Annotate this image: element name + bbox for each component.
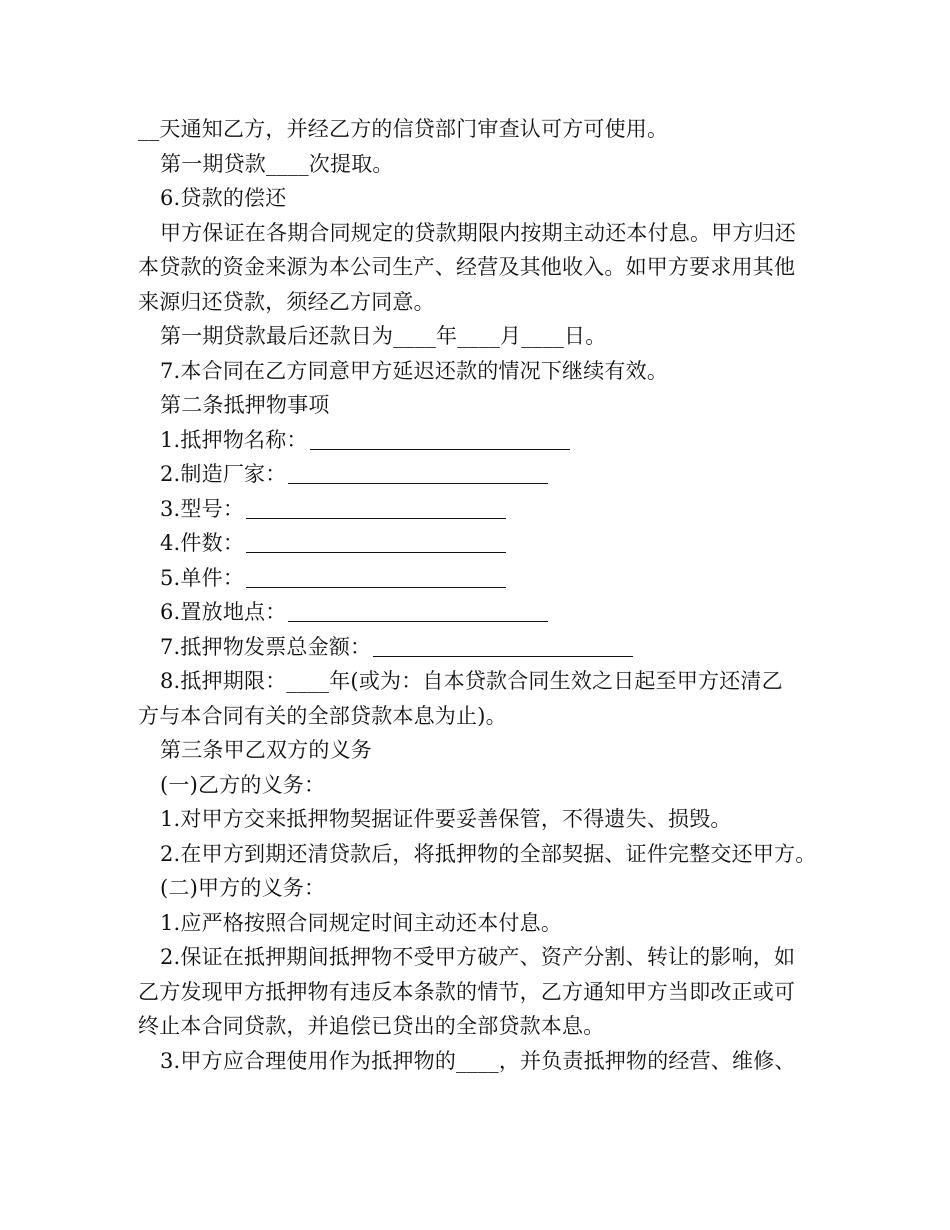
field-label: 5.单件： xyxy=(160,565,245,590)
text-line: __天通知乙方，并经乙方的信贷部门审查认可方可使用。 xyxy=(138,117,669,141)
text-line: 7.本合同在乙方同意甲方延迟还款的情况下继续有效。 xyxy=(160,358,669,383)
collateral-name-row xyxy=(138,423,838,458)
text-line: 乙方发现甲方抵押物有违反本条款的情节，乙方通知甲方当即改正或可 xyxy=(138,979,796,1004)
fill-in-blank[interactable] xyxy=(288,599,548,622)
field-label: 4.件数： xyxy=(160,531,245,555)
section-heading: 6.贷款的偿还 xyxy=(160,186,287,210)
text-line: 来源归还贷款，须经乙方同意。 xyxy=(138,289,435,314)
field-label: 2.制造厂家： xyxy=(160,462,287,486)
text-line: 方与本合同有关的全部贷款本息为止)。 xyxy=(138,703,507,728)
fill-in-blank[interactable] xyxy=(288,461,548,484)
text-line: 2.保证在抵押期间抵押物不受甲方破产、资产分割、转让的影响，如 xyxy=(160,945,796,969)
text-line: 第一期贷款最后还款日为____年____月____日。 xyxy=(160,324,607,348)
model-row xyxy=(138,492,838,527)
field-label: 6.置放地点： xyxy=(160,600,287,624)
fill-in-blank[interactable] xyxy=(310,427,570,450)
fill-in-blank[interactable] xyxy=(246,565,506,588)
text-line: 甲方保证在各期合同规定的贷款期限内按期主动还本付息。甲方归还 xyxy=(160,220,796,245)
quantity-row xyxy=(138,526,838,561)
subsection-heading: (一)乙方的义务： xyxy=(160,772,326,797)
fill-in-blank[interactable] xyxy=(373,634,633,657)
manufacturer-row xyxy=(138,457,838,492)
text-line: 8.抵押期限：____年(或为：自本贷款合同生效之日起至甲方还清乙 xyxy=(160,669,783,693)
fill-in-blank[interactable] xyxy=(246,530,506,553)
text-line: 终止本合同贷款，并追偿已贷出的全部贷款本息。 xyxy=(138,1014,605,1038)
article-heading: 第三条甲乙双方的义务 xyxy=(160,738,372,762)
invoice-total-row xyxy=(138,630,838,665)
article-heading: 第二条抵押物事项 xyxy=(160,393,330,417)
text-line: 本贷款的资金来源为本公司生产、经营及其他收入。如甲方要求用其他 xyxy=(138,255,796,279)
text-line: 2.在甲方到期还清贷款后，将抵押物的全部契据、证件完整交还甲方。 xyxy=(160,841,817,866)
subsection-heading: (二)甲方的义务： xyxy=(160,876,326,900)
field-label: 7.抵押物发票总金额： xyxy=(160,634,372,659)
text-line: 1.应严格按照合同规定时间主动还本付息。 xyxy=(160,910,563,935)
field-label: 3.型号： xyxy=(160,496,245,521)
field-label: 1.抵押物名称： xyxy=(160,427,308,452)
text-line: 第一期贷款____次提取。 xyxy=(160,151,394,176)
unit-row xyxy=(138,561,838,596)
text-line: 3.甲方应合理使用作为抵押物的____，并负责抵押物的经营、维修、 xyxy=(160,1048,796,1073)
text-line: 1.对甲方交来抵押物契据证件要妥善保管，不得遗失、损毁。 xyxy=(160,807,732,831)
location-row xyxy=(138,595,838,630)
document-body xyxy=(138,112,838,1078)
fill-in-blank[interactable] xyxy=(246,496,506,519)
